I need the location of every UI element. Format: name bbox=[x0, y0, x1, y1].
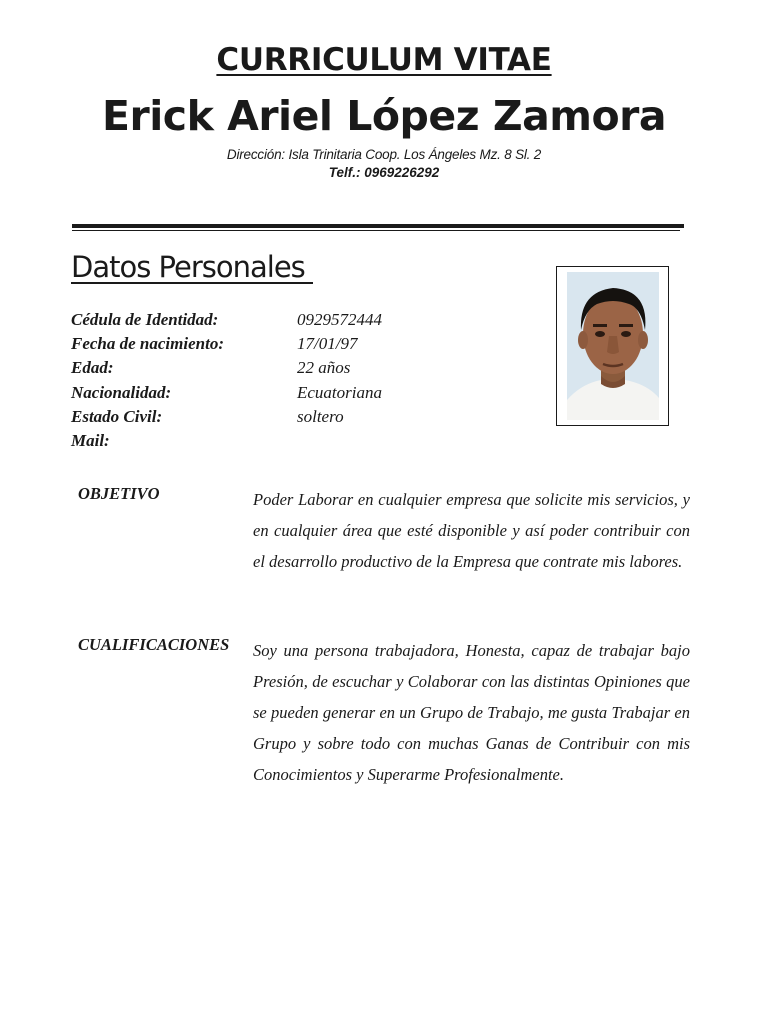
info-label: Fecha de nacimiento: bbox=[71, 334, 224, 354]
info-value: 22 años bbox=[297, 358, 351, 378]
personal-data-table bbox=[71, 308, 497, 453]
objective-text: Poder Laborar en cualquier empresa que solicite mis servicios, y en cualquier área que esté disponible y así poder contribuir con el desarrollo productivo de la Empresa que contrate mis labores. bbox=[253, 490, 690, 571]
qualifications-text: Soy una persona trabajadora, Honesta, capaz de trabajar bajo Presión, de escuchar y Colaborar con las distintas Opiniones que se pueden generar en un Grupo de Trabajo, me gusta Trabajar en Grupo y sobre todo con muchas Ganas de Contribuir con mis Conocimientos y Superarme Profesionalmente. bbox=[253, 641, 690, 784]
personal-data-heading: Datos Personales bbox=[71, 250, 313, 284]
info-row-birthdate bbox=[71, 332, 497, 356]
info-label: Edad: bbox=[71, 358, 114, 378]
info-row-age bbox=[71, 356, 497, 380]
info-label: Estado Civil: bbox=[71, 406, 163, 426]
person-portrait-icon bbox=[567, 272, 659, 420]
info-label: Mail: bbox=[71, 430, 110, 450]
info-row-civil-status bbox=[71, 405, 497, 429]
info-value bbox=[297, 429, 497, 453]
info-value: 17/01/97 bbox=[297, 334, 358, 354]
phone-line: Telf.: 0969226292 bbox=[328, 165, 440, 180]
objective-label: OBJETIVO bbox=[78, 484, 160, 503]
info-value: 0929572444 bbox=[297, 310, 382, 329]
info-value: Ecuatoriana bbox=[297, 382, 382, 402]
document-title: CURRICULUM VITAE bbox=[216, 42, 552, 78]
info-row-mail bbox=[71, 429, 497, 453]
header-divider bbox=[72, 224, 684, 228]
person-name: Erick Ariel López Zamora bbox=[101, 92, 667, 140]
info-row-nationality bbox=[71, 381, 497, 405]
info-row-id bbox=[71, 308, 497, 332]
info-label: Cédula de Identidad: bbox=[71, 310, 219, 329]
qualifications-label: CUALIFICACIONES bbox=[78, 635, 230, 654]
info-value: soltero bbox=[297, 406, 344, 426]
header-divider-thin bbox=[72, 230, 680, 231]
profile-photo bbox=[556, 266, 669, 426]
address-line: Dirección: Isla Trinitaria Coop. Los Ángeles Mz. 8 Sl. 2 bbox=[226, 147, 542, 162]
info-label: Nacionalidad: bbox=[71, 382, 172, 402]
